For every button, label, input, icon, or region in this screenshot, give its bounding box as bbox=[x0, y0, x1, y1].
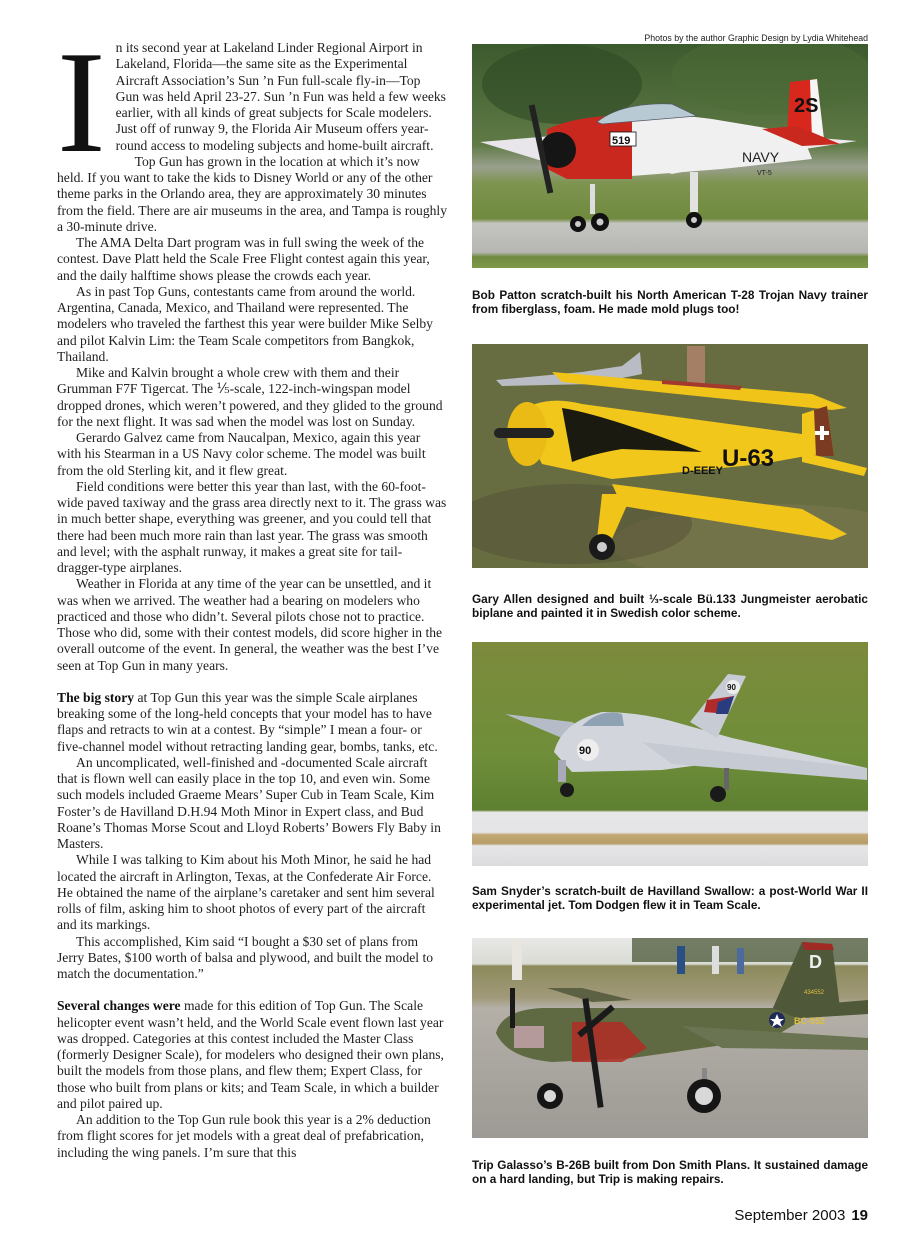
section-lead-paragraph: Several changes were made for this edition of Top Gun. The Scale helicopter event wasn’t held, and the World Scale event flown last year was dropped. Categories at this contest included the Master Class (formerly Designer Scale), for modelers who designed their own plans, built the models from those plans, and flew them; Expert Class, for those who built from plans or kits; and Team Scale, in which a builder and pilot paired up. bbox=[57, 998, 444, 1111]
article-paragraph: An uncomplicated, well-finished and -documented Scale aircraft that is flown well can easily place in the top 10, and even win. Some such models included Graeme Mears’ Super Cub in Team Scale, Kim Foster’s de Havilland D.H.94 Moth Minor in Expert class, and Bud Roane’s Thomas Morse Scout and Lloyd Roberts’ Bowers Fly Baby in Masters. bbox=[57, 754, 441, 851]
photo-caption: Trip Galasso’s B-26B built from Don Smith Plans. It sustained damage on a hard landing, but Trip is making repairs. bbox=[472, 1158, 868, 1186]
photo-caption: Bob Patton scratch-built his North American T-28 Trojan Navy trainer from fiberglass, foam. He made mold plugs too! bbox=[472, 288, 868, 316]
drop-cap: I bbox=[57, 21, 106, 183]
photo-t28-trojan bbox=[472, 44, 868, 268]
svg-text:90: 90 bbox=[579, 745, 592, 757]
svg-text:U-63: U-63 bbox=[722, 445, 775, 472]
section-lead-paragraph: The big story at Top Gun this year was the simple Scale airplanes breaking some of the long-held concepts that your model has to have flaps and retracts to win at a contest. By “simple” I mean a four- or five-channel model without retracting landing gear, bombs, tanks, etc. bbox=[57, 689, 438, 754]
svg-text:D: D bbox=[809, 952, 822, 972]
svg-text:D-EEEY: D-EEEY bbox=[682, 465, 723, 477]
article-paragraph: Field conditions were better this year than last, with the 60-foot-wide paved taxiway and the grass area directly next to it. The grass was in much better shape, everything was greener, and you could tell that there had been much more rain than last year. The grass was smooth and level; with the asphalt runway, it makes a great site for tail-dragger-type airplanes. bbox=[57, 478, 447, 575]
article-paragraph: An addition to the Top Gun rule book this year is a 2% deduction from flight scores for jet models with a great deal of prefabrication, including the wing panels. I’m sure that this bbox=[57, 1112, 431, 1160]
page-footer bbox=[734, 1207, 868, 1224]
svg-text:NAVY: NAVY bbox=[742, 149, 780, 165]
article-paragraph: Mike and Kalvin brought a whole crew with them and their Grumman F7F Tigercat. The ⅕-scale, 122-inch-wingspan model dropped drones, which weren’t powered, and they glided to the ground for the next flight. It was sad when the model was lost on Sunday. bbox=[57, 365, 443, 429]
photo-caption: Sam Snyder’s scratch-built de Havilland Swallow: a post-World War II experimental jet. Tom Dodgen flew it in Team Scale. bbox=[472, 884, 868, 912]
article-paragraph: Weather in Florida at any time of the year can be unsettled, and it was when we arrived. The weather had a bearing on modelers who practiced and those who didn’t. Several pilots chose not to practice. Those who did, some with their contest models, did score higher in the overall outcome of the event. In general, the weather was the best I’ve seen at Top Gun in many years. bbox=[57, 576, 443, 673]
article-paragraph: The AMA Delta Dart program was in full swing the week of the contest. Dave Platt held the Scale Free Flight contest again this year, and the daily halftime shows please the crowds each year. bbox=[57, 235, 430, 283]
photo-b26b-invader bbox=[472, 938, 868, 1138]
svg-text:519: 519 bbox=[612, 135, 631, 147]
article-paragraph: Top Gun has grown in the location at which it’s now held. If you want to take the kids to Disney World or any of the other theme parks in the Orlando area, they are approximately 30 minutes from the field. There are air museums in the area, and Tampa is roughly a 30-minute drive. bbox=[57, 153, 447, 234]
article-body bbox=[57, 21, 447, 1161]
svg-text:VT-5: VT-5 bbox=[757, 170, 772, 177]
page-number: 19 bbox=[851, 1207, 868, 1224]
photo-caption: Gary Allen designed and built ⅓-scale Bü.133 Jungmeister aerobatic biplane and painted it in Swedish color scheme. bbox=[472, 592, 868, 620]
svg-text:2S: 2S bbox=[794, 95, 819, 117]
photo-dh-swallow-jet bbox=[472, 642, 868, 866]
photo-jungmeister-biplane bbox=[472, 344, 868, 568]
article-paragraph: Gerardo Galvez came from Naucalpan, Mexico, again this year with his Stearman in a US Navy color scheme. The model was built from the old Sterling kit, and it flew great. bbox=[57, 430, 426, 478]
article-paragraph: In its second year at Lakeland Linder Regional Airport in Lakeland, Florida—the same site as the Experimental Aircraft Association’s Sun ’n Fun full-scale fly-in—Top Gun was held April 23-27. Sun ’n Fun was held a few weeks earlier, with all kinds of great subjects for Scale modelers. Just off of runway 9, the Florida Air Museum offers year-round access to modeling subjects and home-built aircraft. bbox=[57, 21, 446, 183]
issue-date: September 2003 bbox=[734, 1207, 846, 1224]
svg-text:434552: 434552 bbox=[804, 990, 825, 996]
svg-text:90: 90 bbox=[727, 683, 736, 692]
section-lead: Several changes were bbox=[57, 998, 181, 1014]
photo-credits: Photos by the author Graphic Design by Lydia Whitehead bbox=[644, 33, 868, 43]
section-lead: The big story bbox=[57, 689, 135, 705]
svg-text:BC-552: BC-552 bbox=[794, 1016, 826, 1026]
article-paragraph: While I was talking to Kim about his Moth Minor, he said he had located the aircraft in Arlington, Texas, at the Confederate Air Force. He obtained the name of the airplane’s caretaker and sent him several rolls of film, asking him to shoot photos of every part of the aircraft and its markings. bbox=[57, 852, 435, 933]
article-paragraph: As in past Top Guns, contestants came from around the world. Argentina, Canada, Mexico, and Thailand were represented. The modelers who traveled the farthest this year were builder Mike Selby and pilot Kalvin Lim: the Team Scale competitors from Bangkok, Thailand. bbox=[57, 283, 433, 364]
article-paragraph: This accomplished, Kim said “I bought a $30 set of plans from Jerry Bates, $100 worth of balsa and plywood, and built the model to match the documentation.” bbox=[57, 933, 434, 981]
